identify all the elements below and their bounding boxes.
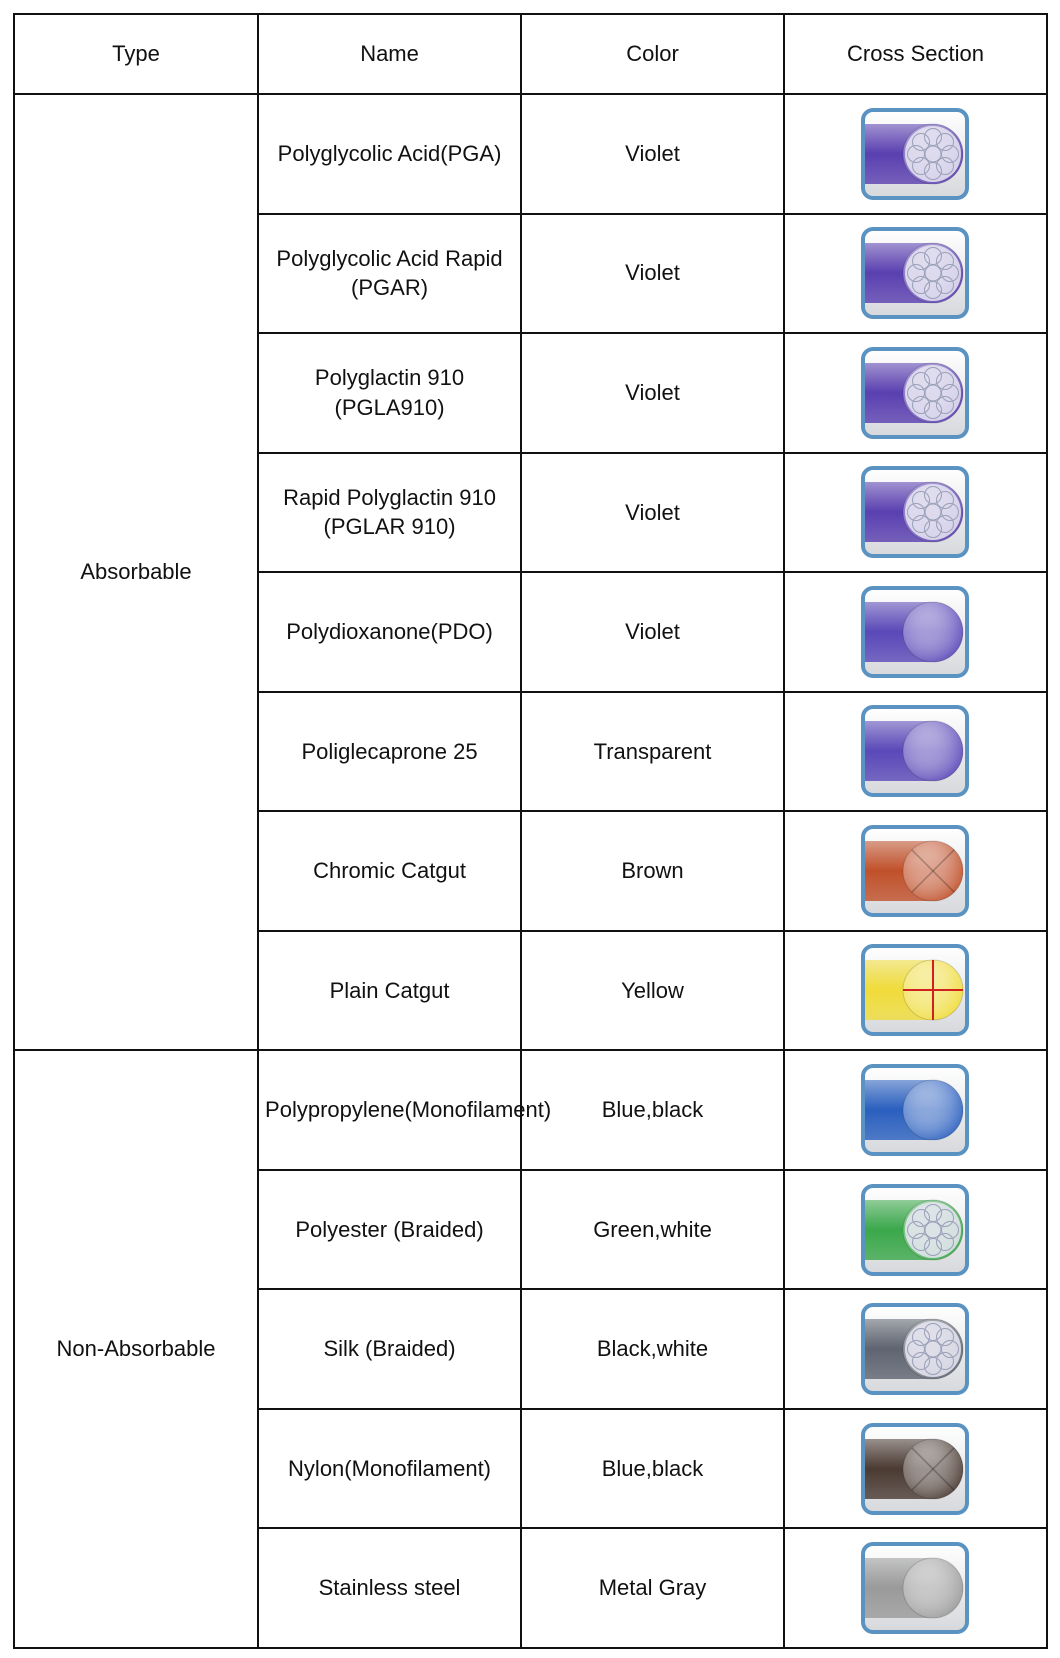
cross-section-cell xyxy=(784,1528,1047,1648)
monofilament-suture-icon xyxy=(859,1062,971,1158)
table-body xyxy=(14,94,1047,1648)
cross-section-cell xyxy=(784,1050,1047,1170)
cross-section-cell xyxy=(784,692,1047,812)
name-cell: Nylon(Monofilament) xyxy=(258,1409,521,1529)
header-name: Name xyxy=(258,14,521,94)
braided-suture-icon xyxy=(859,464,971,560)
header-cross-section: Cross Section xyxy=(784,14,1047,94)
name-cell: Silk (Braided) xyxy=(258,1289,521,1409)
color-cell: Brown xyxy=(521,811,784,931)
name-cell: Polyglycolic Acid(PGA) xyxy=(258,94,521,214)
color-cell: Black,white xyxy=(521,1289,784,1409)
braided-suture-icon xyxy=(859,225,971,321)
braided-suture-icon xyxy=(859,1301,971,1397)
catgut-suture-icon xyxy=(859,942,971,1038)
header-type: Type xyxy=(14,14,258,94)
name-cell: Polydioxanone(PDO) xyxy=(258,572,521,692)
type-cell: Non-Absorbable xyxy=(14,1050,258,1648)
name-cell: Poliglecaprone 25 xyxy=(258,692,521,812)
cross-section-cell xyxy=(784,94,1047,214)
name-cell: Polyglycolic Acid Rapid (PGAR) xyxy=(258,214,521,334)
braided-suture-icon xyxy=(859,345,971,441)
name-cell: Polyglactin 910 (PGLA910) xyxy=(258,333,521,453)
name-cell: Stainless steel xyxy=(258,1528,521,1648)
braided-suture-icon xyxy=(859,1182,971,1278)
name-cell: Plain Catgut xyxy=(258,931,521,1051)
suture-table xyxy=(13,13,1048,1649)
monofilament-suture-icon xyxy=(859,1540,971,1636)
color-cell: Violet xyxy=(521,333,784,453)
cross-section-cell xyxy=(784,811,1047,931)
color-cell: Transparent xyxy=(521,692,784,812)
cross-section-cell xyxy=(784,1170,1047,1290)
cross-section-cell xyxy=(784,1289,1047,1409)
catgut-suture-icon xyxy=(859,823,971,919)
color-cell: Violet xyxy=(521,453,784,573)
cross-section-cell xyxy=(784,1409,1047,1529)
cross-section-cell xyxy=(784,333,1047,453)
name-cell: Polypropylene(Monofilament) xyxy=(258,1050,521,1170)
braided-suture-icon xyxy=(859,106,971,202)
table-row xyxy=(14,1050,1047,1170)
name-cell: Chromic Catgut xyxy=(258,811,521,931)
header-row xyxy=(14,14,1047,94)
color-cell: Blue,black xyxy=(521,1409,784,1529)
cross-section-cell xyxy=(784,572,1047,692)
color-cell: Violet xyxy=(521,214,784,334)
catgut-suture-icon xyxy=(859,1421,971,1517)
table-row xyxy=(14,94,1047,214)
color-cell: Metal Gray xyxy=(521,1528,784,1648)
color-cell: Violet xyxy=(521,572,784,692)
name-cell: Rapid Polyglactin 910 (PGLAR 910) xyxy=(258,453,521,573)
monofilament-suture-icon xyxy=(859,703,971,799)
color-cell: Green,white xyxy=(521,1170,784,1290)
name-cell: Polyester (Braided) xyxy=(258,1170,521,1290)
header-color: Color xyxy=(521,14,784,94)
monofilament-suture-icon xyxy=(859,584,971,680)
cross-section-cell xyxy=(784,453,1047,573)
cross-section-cell xyxy=(784,214,1047,334)
color-cell: Violet xyxy=(521,94,784,214)
color-cell: Blue,black xyxy=(521,1050,784,1170)
cross-section-cell xyxy=(784,931,1047,1051)
type-cell: Absorbable xyxy=(14,94,258,1050)
color-cell: Yellow xyxy=(521,931,784,1051)
